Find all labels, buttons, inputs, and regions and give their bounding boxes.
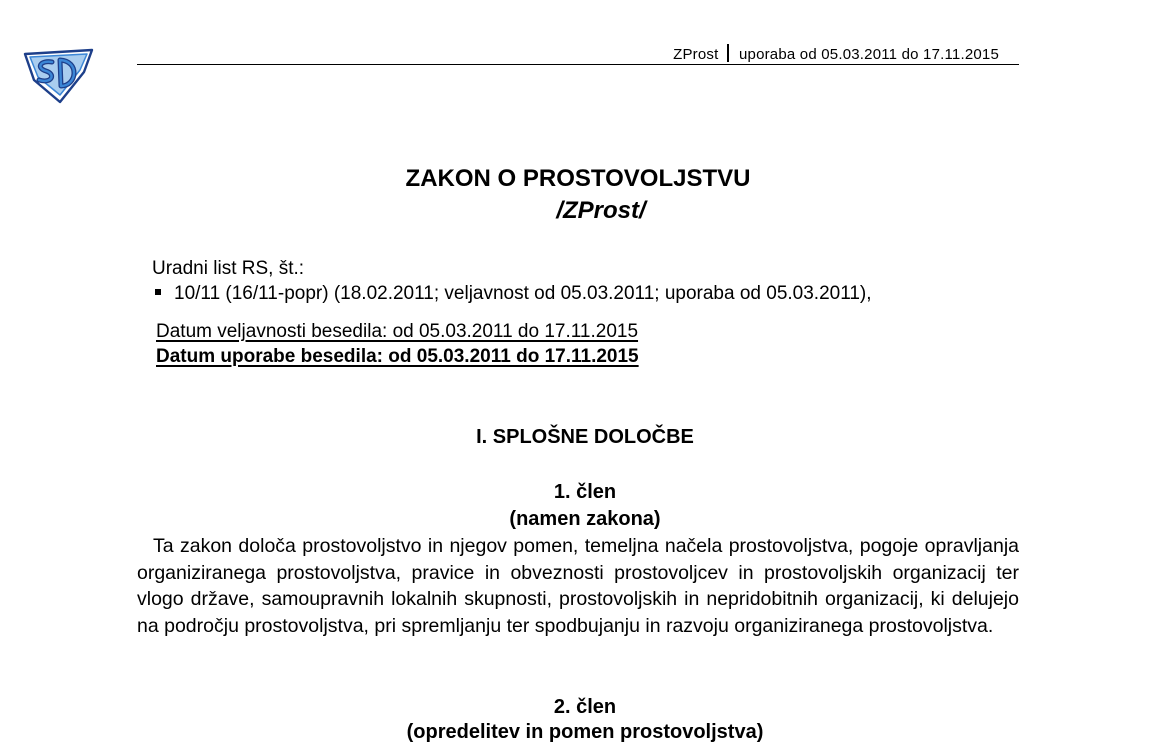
gazette-label: Uradni list RS, št.: — [152, 258, 305, 279]
article-1-heading: (namen zakona) — [509, 508, 661, 530]
header-rule — [137, 64, 1019, 65]
header-abbreviation: ZProst — [673, 46, 719, 63]
validity-date: Datum veljavnosti besedila: od 05.03.2011 do 17.11.2015 — [156, 321, 639, 342]
application-date: Datum uporabe besedila: od 05.03.2011 do 17.11.2015 — [156, 346, 639, 367]
amendment-text: 10/11 (16/11-popr) (18.02.2011; veljavnost od 05.03.2011; uporaba od 05.03.2011), — [174, 283, 872, 304]
article-2-heading: (opredelitev in pomen prostovoljstva) — [406, 721, 764, 743]
amendment-list-item — [152, 283, 872, 305]
article-2-number: 2. člen — [553, 696, 617, 718]
publisher-logo-icon — [22, 46, 96, 104]
law-abbreviation: /ZProst/ — [556, 197, 646, 224]
header-separator — [727, 44, 729, 62]
chapter-title: I. SPLOŠNE DOLOČBE — [476, 426, 694, 448]
article-1-number: 1. člen — [553, 481, 617, 503]
bullet-icon — [155, 289, 161, 295]
header-applicability: uporaba od 05.03.2011 do 17.11.2015 — [738, 46, 999, 63]
running-header — [673, 44, 999, 63]
law-title: ZAKON O PROSTOVOLJSTVU — [405, 165, 751, 192]
article-1-text: Ta zakon določa prostovoljstvo in njegov pomen, temeljna načela prostovoljstva, pogoje opravljanja organiziranega prostovoljstva, pravice in obveznosti prostovoljcev in prostovoljskih organizacij ter vlogo države, samoupravnih lokalnih skupnosti, prostovoljskih in nepridobitnih organizacij, ki delujejo na področju prostovoljstva, pri spremljanju ter spodbujanju in razvoju organiziranega prostovoljstva. — [137, 535, 1019, 637]
